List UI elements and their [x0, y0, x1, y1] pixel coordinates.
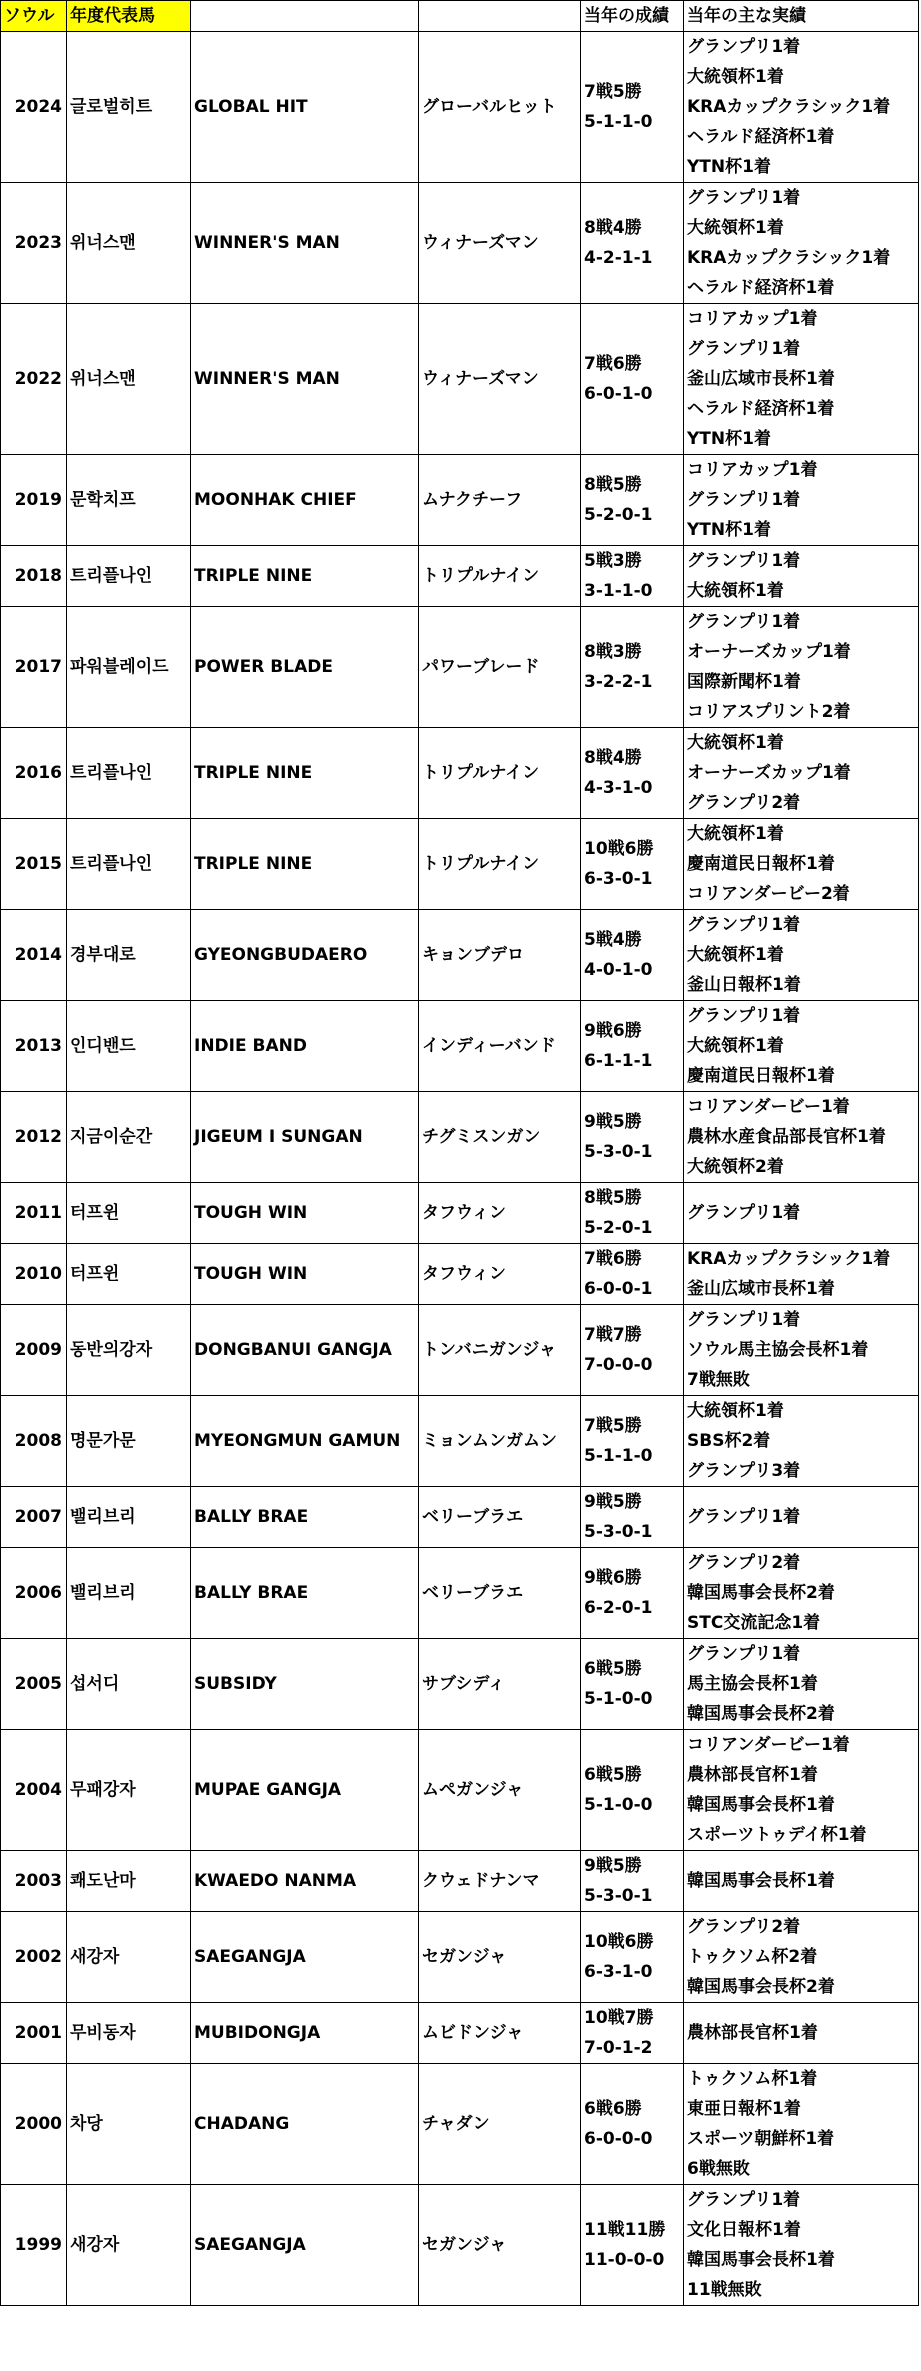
achievement-item: 韓国馬事会長杯1着 — [687, 1871, 835, 1891]
katakana-name-cell: トンバニガンジャ — [419, 1305, 581, 1396]
korean-name-cell: 쾌도난마 — [67, 1851, 191, 1912]
english-name-cell: MUPAE GANGJA — [191, 1730, 419, 1851]
table-row — [1, 455, 919, 546]
achievements-cell — [684, 2003, 919, 2064]
table-row — [1, 1305, 919, 1396]
korean-name-cell: 섭서디 — [67, 1639, 191, 1730]
record-placings: 6-0-0-0 — [584, 2129, 653, 2149]
katakana-name-cell: チグミスンガン — [419, 1092, 581, 1183]
record-starts-wins: 6戦5勝 — [584, 1659, 642, 1679]
record-starts-wins: 9戦6勝 — [584, 1021, 642, 1041]
katakana-name-cell: ベリーブラエ — [419, 1548, 581, 1639]
english-name-cell: INDIE BAND — [191, 1001, 419, 1092]
korean-name-cell: 터프윈 — [67, 1183, 191, 1244]
korean-name-cell: 무패강자 — [67, 1730, 191, 1851]
table-row — [1, 546, 919, 607]
korean-name-cell: 인디밴드 — [67, 1001, 191, 1092]
katakana-name-cell: ウィナーズマン — [419, 304, 581, 455]
achievement-item: 農林水産食品部長官杯1着 — [687, 1127, 886, 1147]
achievement-item: 韓国馬事会長杯2着 — [687, 1977, 835, 1997]
achievements-cell — [684, 910, 919, 1001]
achievements-cell — [684, 1244, 919, 1305]
record-cell — [581, 1851, 684, 1912]
achievement-item: 釜山広域市長杯1着 — [687, 369, 835, 389]
record-placings: 5-3-0-1 — [584, 1142, 653, 1162]
record-starts-wins: 10戦6勝 — [584, 1932, 654, 1952]
record-placings: 6-1-1-1 — [584, 1051, 653, 1071]
record-cell — [581, 304, 684, 455]
achievement-item: 大統領杯2着 — [687, 1157, 784, 1177]
header-empty-cell — [419, 1, 581, 32]
achievement-item: グランプリ1着 — [687, 1006, 801, 1026]
achievement-item: オーナーズカップ1着 — [687, 763, 851, 783]
korean-name-cell: 트리플나인 — [67, 546, 191, 607]
record-placings: 4-3-1-0 — [584, 778, 653, 798]
year-cell: 2018 — [1, 546, 67, 607]
record-cell — [581, 2064, 684, 2185]
achievement-item: グランプリ1着 — [687, 188, 801, 208]
english-name-cell: MYEONGMUN GAMUN — [191, 1396, 419, 1487]
katakana-name-cell: ムナクチーフ — [419, 455, 581, 546]
record-starts-wins: 7戦6勝 — [584, 1249, 642, 1269]
record-placings: 4-2-1-1 — [584, 248, 653, 268]
achievements-cell — [684, 1487, 919, 1548]
year-cell: 1999 — [1, 2185, 67, 2306]
achievement-item: 韓国馬事会長杯2着 — [687, 1704, 835, 1724]
table-row — [1, 1851, 919, 1912]
achievement-item: KRAカップクラシック1着 — [687, 97, 891, 117]
achievement-item: トゥクソム杯2着 — [687, 1947, 818, 1967]
record-starts-wins: 9戦6勝 — [584, 1568, 642, 1588]
record-cell — [581, 1244, 684, 1305]
korean-name-cell: 문학치프 — [67, 455, 191, 546]
korean-name-cell: 새강자 — [67, 1912, 191, 2003]
header-region-cell: ソウル — [1, 1, 67, 32]
record-placings: 6-0-0-1 — [584, 1279, 653, 1299]
english-name-cell: DONGBANUI GANGJA — [191, 1305, 419, 1396]
table-row — [1, 1548, 919, 1639]
year-cell: 2022 — [1, 304, 67, 455]
table-row — [1, 1001, 919, 1092]
english-name-cell: MUBIDONGJA — [191, 2003, 419, 2064]
record-cell — [581, 1092, 684, 1183]
achievements-cell — [684, 819, 919, 910]
year-cell: 2015 — [1, 819, 67, 910]
table-row — [1, 2185, 919, 2306]
table-row — [1, 32, 919, 183]
english-name-cell: KWAEDO NANMA — [191, 1851, 419, 1912]
achievement-item: オーナーズカップ1着 — [687, 642, 851, 662]
achievement-item: 大統領杯1着 — [687, 581, 784, 601]
achievements-cell — [684, 455, 919, 546]
record-starts-wins: 10戦6勝 — [584, 839, 654, 859]
korean-name-cell: 동반의강자 — [67, 1305, 191, 1396]
table-row — [1, 1183, 919, 1244]
year-cell: 2005 — [1, 1639, 67, 1730]
katakana-name-cell: ウィナーズマン — [419, 183, 581, 304]
record-starts-wins: 10戦7勝 — [584, 2008, 654, 2028]
achievement-item: ヘラルド経済杯1着 — [687, 399, 835, 419]
achievements-cell — [684, 1912, 919, 2003]
table-row — [1, 1639, 919, 1730]
achievements-cell — [684, 2185, 919, 2306]
korean-name-cell: 무비동자 — [67, 2003, 191, 2064]
achievement-item: グランプリ2着 — [687, 1917, 801, 1937]
achievement-item: 釜山広域市長杯1着 — [687, 1279, 835, 1299]
year-cell: 2014 — [1, 910, 67, 1001]
english-name-cell: SAEGANGJA — [191, 2185, 419, 2306]
korean-name-cell: 밸리브리 — [67, 1548, 191, 1639]
katakana-name-cell: キョンブデロ — [419, 910, 581, 1001]
year-cell: 2010 — [1, 1244, 67, 1305]
table-row — [1, 1487, 919, 1548]
year-cell: 2000 — [1, 2064, 67, 2185]
achievement-item: 韓国馬事会長杯1着 — [687, 1795, 835, 1815]
achievement-item: ソウル馬主協会長杯1着 — [687, 1340, 869, 1360]
year-cell: 2016 — [1, 728, 67, 819]
achievement-item: グランプリ1着 — [687, 551, 801, 571]
record-placings: 6-3-0-1 — [584, 869, 653, 889]
katakana-name-cell: セガンジャ — [419, 2185, 581, 2306]
record-cell — [581, 1487, 684, 1548]
achievement-item: SBS杯2着 — [687, 1431, 771, 1451]
year-cell: 2012 — [1, 1092, 67, 1183]
record-cell — [581, 1001, 684, 1092]
table-row — [1, 1730, 919, 1851]
achievement-item: 釜山日報杯1着 — [687, 975, 801, 995]
katakana-name-cell: ムペガンジャ — [419, 1730, 581, 1851]
korean-name-cell: 경부대로 — [67, 910, 191, 1001]
record-placings: 5-1-0-0 — [584, 1795, 653, 1815]
english-name-cell: JIGEUM I SUNGAN — [191, 1092, 419, 1183]
header-empty-cell — [191, 1, 419, 32]
table-row — [1, 304, 919, 455]
katakana-name-cell: クウェドナンマ — [419, 1851, 581, 1912]
achievement-item: YTN杯1着 — [687, 429, 771, 449]
achievement-item: 慶南道民日報杯1着 — [687, 854, 835, 874]
katakana-name-cell: トリプルナイン — [419, 819, 581, 910]
record-starts-wins: 8戦5勝 — [584, 1188, 642, 1208]
korean-name-cell: 트리플나인 — [67, 819, 191, 910]
record-cell — [581, 546, 684, 607]
record-placings: 3-1-1-0 — [584, 581, 653, 601]
english-name-cell: TOUGH WIN — [191, 1183, 419, 1244]
year-cell: 2013 — [1, 1001, 67, 1092]
achievement-item: コリアカップ1着 — [687, 309, 818, 329]
achievement-item: グランプリ2着 — [687, 1553, 801, 1573]
year-cell: 2004 — [1, 1730, 67, 1851]
achievement-item: 農林部長官杯1着 — [687, 1765, 818, 1785]
achievements-cell — [684, 1001, 919, 1092]
achievements-cell — [684, 607, 919, 728]
achievement-item: 農林部長官杯1着 — [687, 2023, 818, 2043]
year-cell: 2007 — [1, 1487, 67, 1548]
english-name-cell: BALLY BRAE — [191, 1487, 419, 1548]
english-name-cell: WINNER'S MAN — [191, 183, 419, 304]
english-name-cell: GLOBAL HIT — [191, 32, 419, 183]
record-placings: 6-3-1-0 — [584, 1962, 653, 1982]
achievement-item: 7戦無敗 — [687, 1370, 750, 1390]
record-starts-wins: 7戦5勝 — [584, 82, 642, 102]
record-cell — [581, 1305, 684, 1396]
record-cell — [581, 2003, 684, 2064]
record-starts-wins: 8戦3勝 — [584, 642, 642, 662]
achievement-item: 6戦無敗 — [687, 2159, 750, 2179]
achievements-cell — [684, 1092, 919, 1183]
year-cell: 2011 — [1, 1183, 67, 1244]
table-row — [1, 1912, 919, 2003]
year-cell: 2008 — [1, 1396, 67, 1487]
year-cell: 2017 — [1, 607, 67, 728]
achievement-item: 大統領杯1着 — [687, 218, 784, 238]
record-starts-wins: 7戦6勝 — [584, 354, 642, 374]
header-record-cell: 当年の成績 — [581, 1, 684, 32]
korean-name-cell: 새강자 — [67, 2185, 191, 2306]
record-starts-wins: 9戦5勝 — [584, 1856, 642, 1876]
record-cell — [581, 32, 684, 183]
katakana-name-cell: トリプルナイン — [419, 546, 581, 607]
achievement-item: コリアスプリント2着 — [687, 702, 851, 722]
table-row — [1, 2003, 919, 2064]
achievements-cell — [684, 728, 919, 819]
record-cell — [581, 1639, 684, 1730]
record-starts-wins: 6戦6勝 — [584, 2099, 642, 2119]
record-starts-wins: 8戦4勝 — [584, 218, 642, 238]
achievement-item: YTN杯1着 — [687, 157, 771, 177]
english-name-cell: POWER BLADE — [191, 607, 419, 728]
katakana-name-cell: パワーブレード — [419, 607, 581, 728]
achievement-item: KRAカップクラシック1着 — [687, 248, 891, 268]
achievement-item: グランプリ1着 — [687, 915, 801, 935]
record-starts-wins: 9戦5勝 — [584, 1492, 642, 1512]
achievement-item: 大統領杯1着 — [687, 67, 784, 87]
record-cell — [581, 1912, 684, 2003]
record-starts-wins: 9戦5勝 — [584, 1112, 642, 1132]
achievements-cell — [684, 2064, 919, 2185]
achievement-item: スポーツトゥデイ杯1着 — [687, 1825, 867, 1845]
achievements-cell — [684, 183, 919, 304]
katakana-name-cell: サブシディ — [419, 1639, 581, 1730]
achievement-item: YTN杯1着 — [687, 520, 771, 540]
year-cell: 2003 — [1, 1851, 67, 1912]
record-cell — [581, 455, 684, 546]
korean-name-cell: 밸리브리 — [67, 1487, 191, 1548]
katakana-name-cell: タフウィン — [419, 1183, 581, 1244]
achievement-item: グランプリ1着 — [687, 1203, 801, 1223]
record-starts-wins: 5戦4勝 — [584, 930, 642, 950]
record-cell — [581, 1730, 684, 1851]
record-placings: 6-2-0-1 — [584, 1598, 653, 1618]
record-placings: 7-0-1-2 — [584, 2038, 653, 2058]
achievements-cell — [684, 32, 919, 183]
record-placings: 5-3-0-1 — [584, 1522, 653, 1542]
english-name-cell: TRIPLE NINE — [191, 819, 419, 910]
achievement-item: 11戦無敗 — [687, 2280, 762, 2300]
achievements-cell — [684, 1305, 919, 1396]
achievement-item: ヘラルド経済杯1着 — [687, 127, 835, 147]
english-name-cell: SAEGANGJA — [191, 1912, 419, 2003]
record-cell — [581, 183, 684, 304]
table-row — [1, 910, 919, 1001]
english-name-cell: CHADANG — [191, 2064, 419, 2185]
record-starts-wins: 6戦5勝 — [584, 1765, 642, 1785]
year-cell: 2023 — [1, 183, 67, 304]
katakana-name-cell: トリプルナイン — [419, 728, 581, 819]
english-name-cell: MOONHAK CHIEF — [191, 455, 419, 546]
record-placings: 5-1-0-0 — [584, 1689, 653, 1709]
korean-name-cell: 명문가문 — [67, 1396, 191, 1487]
katakana-name-cell: ベリーブラエ — [419, 1487, 581, 1548]
record-starts-wins: 11戦11勝 — [584, 2220, 666, 2240]
achievements-cell — [684, 546, 919, 607]
record-cell — [581, 2185, 684, 2306]
achievement-item: コリアカップ1着 — [687, 460, 818, 480]
english-name-cell: GYEONGBUDAERO — [191, 910, 419, 1001]
korean-name-cell: 차당 — [67, 2064, 191, 2185]
record-placings: 5-2-0-1 — [584, 505, 653, 525]
achievement-item: KRAカップクラシック1着 — [687, 1249, 891, 1269]
record-cell — [581, 607, 684, 728]
record-placings: 6-0-1-0 — [584, 384, 653, 404]
year-cell: 2024 — [1, 32, 67, 183]
achievement-item: 大統領杯1着 — [687, 733, 784, 753]
english-name-cell: WINNER'S MAN — [191, 304, 419, 455]
year-cell: 2001 — [1, 2003, 67, 2064]
achievement-item: グランプリ1着 — [687, 37, 801, 57]
table-row — [1, 607, 919, 728]
achievement-item: 大統領杯1着 — [687, 1036, 784, 1056]
header-achievements-cell: 当年の主な実績 — [684, 1, 919, 32]
achievement-item: スポーツ朝鮮杯1着 — [687, 2129, 835, 2149]
korean-name-cell: 지금이순간 — [67, 1092, 191, 1183]
achievement-item: グランプリ1着 — [687, 1507, 801, 1527]
achievement-item: コリアンダービー2着 — [687, 884, 850, 904]
achievement-item: グランプリ3着 — [687, 1461, 801, 1481]
record-cell — [581, 910, 684, 1001]
record-placings: 4-0-1-0 — [584, 960, 653, 980]
table-row — [1, 728, 919, 819]
record-placings: 7-0-0-0 — [584, 1355, 653, 1375]
katakana-name-cell: ミョンムンガムン — [419, 1396, 581, 1487]
year-cell: 2002 — [1, 1912, 67, 2003]
table-row — [1, 2064, 919, 2185]
record-cell — [581, 819, 684, 910]
record-starts-wins: 7戦5勝 — [584, 1416, 642, 1436]
achievement-item: ヘラルド経済杯1着 — [687, 278, 835, 298]
achievement-item: 馬主協会長杯1着 — [687, 1674, 818, 1694]
english-name-cell: TRIPLE NINE — [191, 546, 419, 607]
achievement-item: 韓国馬事会長杯2着 — [687, 1583, 835, 1603]
year-cell: 2006 — [1, 1548, 67, 1639]
achievement-item: コリアンダービー1着 — [687, 1735, 850, 1755]
record-cell — [581, 1396, 684, 1487]
record-cell — [581, 1548, 684, 1639]
record-placings: 11-0-0-0 — [584, 2250, 665, 2270]
achievement-item: グランプリ1着 — [687, 490, 801, 510]
korean-name-cell: 트리플나인 — [67, 728, 191, 819]
korean-name-cell: 위너스맨 — [67, 304, 191, 455]
record-starts-wins: 5戦3勝 — [584, 551, 642, 571]
katakana-name-cell: グローバルヒット — [419, 32, 581, 183]
table-row — [1, 819, 919, 910]
achievement-item: 韓国馬事会長杯1着 — [687, 2250, 835, 2270]
katakana-name-cell: インディーバンド — [419, 1001, 581, 1092]
achievement-item: グランプリ2着 — [687, 793, 801, 813]
record-placings: 3-2-2-1 — [584, 672, 653, 692]
record-starts-wins: 8戦5勝 — [584, 475, 642, 495]
achievement-item: トゥクソム杯1着 — [687, 2069, 818, 2089]
achievements-cell — [684, 1851, 919, 1912]
achievement-item: 文化日報杯1着 — [687, 2220, 801, 2240]
record-placings: 5-3-0-1 — [584, 1886, 653, 1906]
table-row — [1, 183, 919, 304]
record-placings: 5-1-1-0 — [584, 1446, 653, 1466]
record-cell — [581, 1183, 684, 1244]
achievements-cell — [684, 1396, 919, 1487]
korean-name-cell: 위너스맨 — [67, 183, 191, 304]
table-body — [1, 1, 919, 2306]
katakana-name-cell: ムビドンジャ — [419, 2003, 581, 2064]
achievement-item: グランプリ1着 — [687, 1644, 801, 1664]
record-placings: 5-2-0-1 — [584, 1218, 653, 1238]
achievement-item: 国際新聞杯1着 — [687, 672, 801, 692]
achievement-item: グランプリ1着 — [687, 612, 801, 632]
achievement-item: 東亜日報杯1着 — [687, 2099, 801, 2119]
table-row — [1, 1092, 919, 1183]
english-name-cell: TOUGH WIN — [191, 1244, 419, 1305]
achievements-cell — [684, 1183, 919, 1244]
katakana-name-cell: タフウィン — [419, 1244, 581, 1305]
achievements-cell — [684, 304, 919, 455]
achievement-item: グランプリ1着 — [687, 1310, 801, 1330]
achievement-item: 慶南道民日報杯1着 — [687, 1066, 835, 1086]
english-name-cell: BALLY BRAE — [191, 1548, 419, 1639]
header-horse-cell: 年度代表馬 — [67, 1, 191, 32]
achievement-item: グランプリ1着 — [687, 2190, 801, 2210]
korean-name-cell: 글로벌히트 — [67, 32, 191, 183]
record-cell — [581, 728, 684, 819]
record-starts-wins: 7戦7勝 — [584, 1325, 642, 1345]
header-row — [1, 1, 919, 32]
achievement-item: 大統領杯1着 — [687, 945, 784, 965]
katakana-name-cell: セガンジャ — [419, 1912, 581, 2003]
katakana-name-cell: チャダン — [419, 2064, 581, 2185]
achievement-item: STC交流記念1着 — [687, 1613, 821, 1633]
achievement-item: 大統領杯1着 — [687, 824, 784, 844]
achievement-item: グランプリ1着 — [687, 339, 801, 359]
achievements-cell — [684, 1730, 919, 1851]
record-placings: 5-1-1-0 — [584, 112, 653, 132]
korean-name-cell: 파워블레이드 — [67, 607, 191, 728]
year-cell: 2009 — [1, 1305, 67, 1396]
achievements-cell — [684, 1639, 919, 1730]
year-cell: 2019 — [1, 455, 67, 546]
table-row — [1, 1396, 919, 1487]
achievement-item: 大統領杯1着 — [687, 1401, 784, 1421]
table-row — [1, 1244, 919, 1305]
english-name-cell: SUBSIDY — [191, 1639, 419, 1730]
achievement-item: コリアンダービー1着 — [687, 1097, 850, 1117]
achievements-cell — [684, 1548, 919, 1639]
korean-name-cell: 터프윈 — [67, 1244, 191, 1305]
english-name-cell: TRIPLE NINE — [191, 728, 419, 819]
record-starts-wins: 8戦4勝 — [584, 748, 642, 768]
